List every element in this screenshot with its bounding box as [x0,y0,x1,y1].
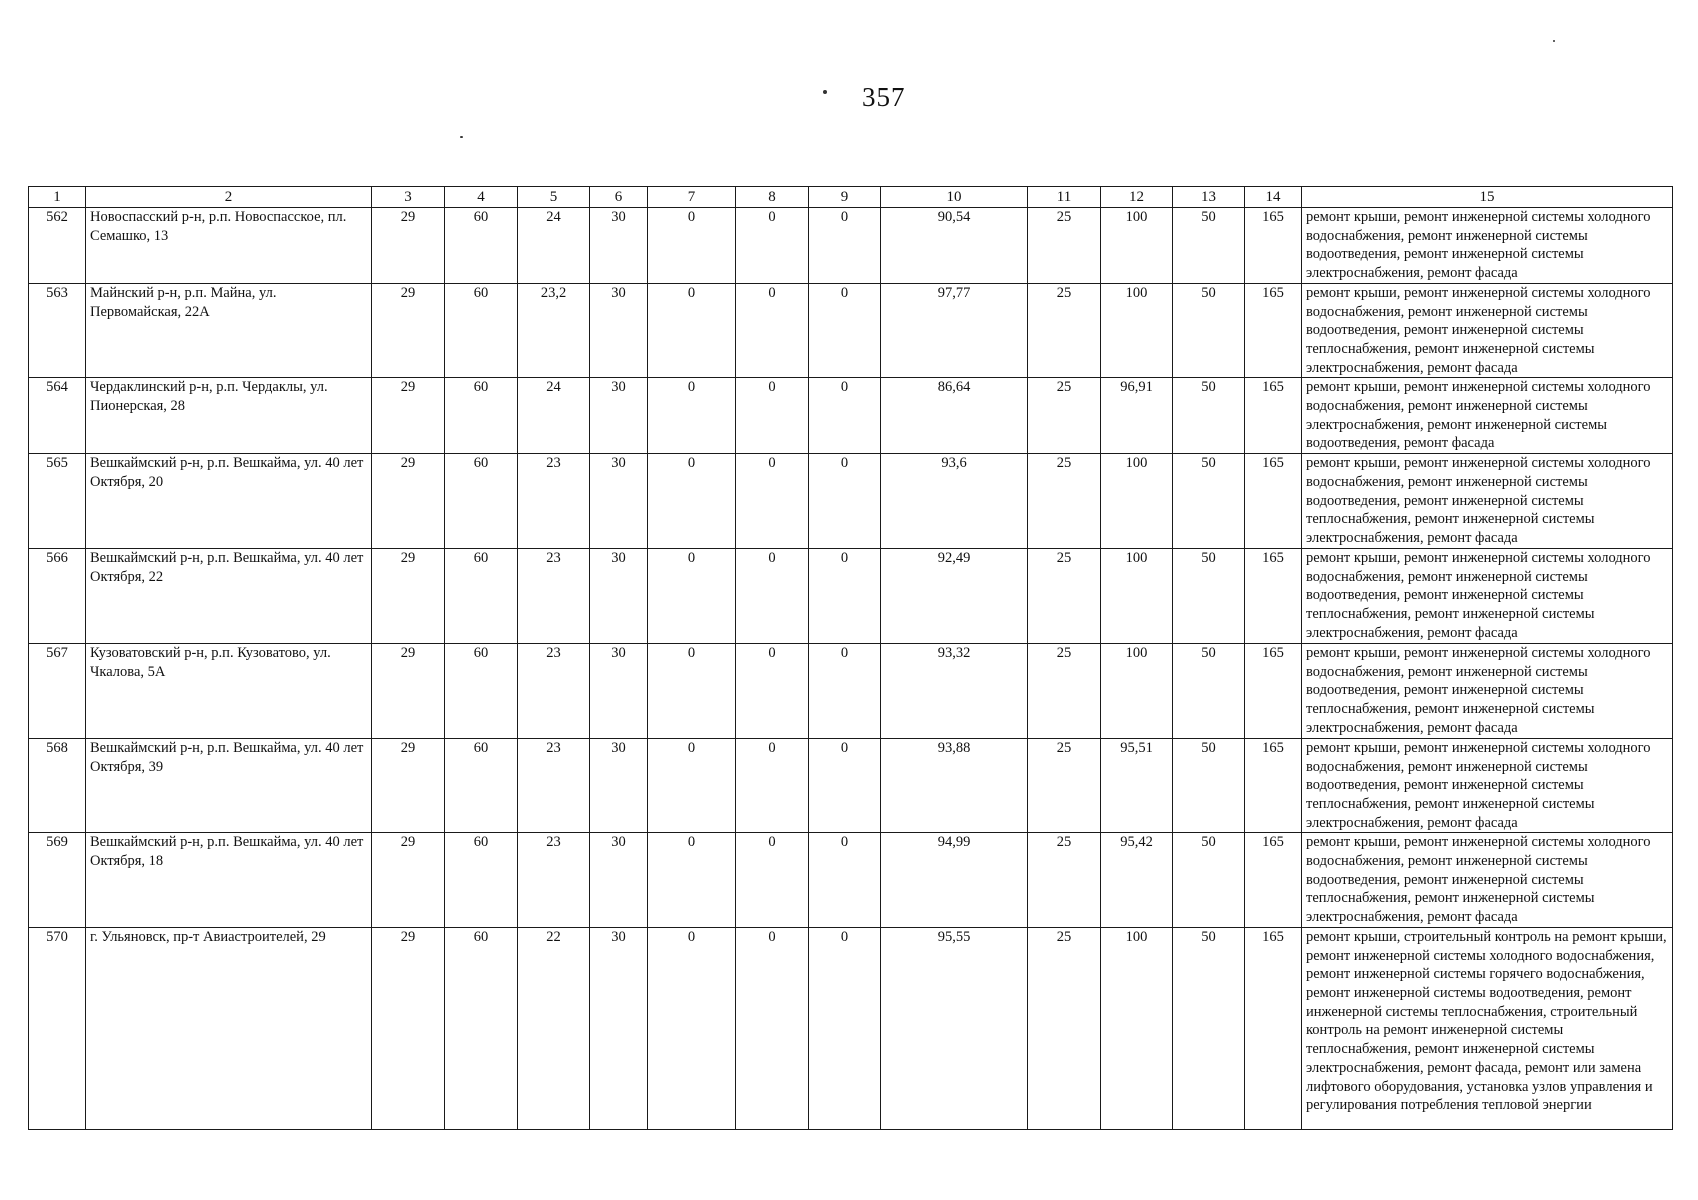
col9-cell: 0 [809,643,881,738]
col4-cell: 60 [445,738,518,833]
table-row [29,833,1673,928]
table-row [29,643,1673,738]
col8-cell: 0 [736,378,809,454]
col6-cell: 30 [590,643,648,738]
col7-cell: 0 [648,208,736,284]
address-cell: Кузоватовский р-н, р.п. Кузоватово, ул. Чкалова, 5А [86,643,372,738]
col9-cell: 0 [809,378,881,454]
col7-cell: 0 [648,738,736,833]
table-body [29,187,1673,1130]
works-cell: ремонт крыши, ремонт инженерной системы холодного водоснабжения, ремонт инженерной системы водоотведения, ремонт инженерной системы теплоснабжения, ремонт инженерной системы электроснабжения, ремонт фасада [1302,643,1673,738]
col5-cell: 23 [518,833,590,928]
col3-cell: 29 [372,283,445,378]
scan-speck [823,90,827,94]
col3-cell: 29 [372,378,445,454]
col13-cell: 50 [1173,283,1245,378]
table-row [29,454,1673,549]
col10-cell: 95,55 [881,927,1028,1129]
col5-cell: 23 [518,643,590,738]
col8-cell: 0 [736,927,809,1129]
page-number: 357 [862,82,906,112]
col5-cell: 23,2 [518,283,590,378]
col10-cell: 93,88 [881,738,1028,833]
col11-cell: 25 [1028,548,1101,643]
col11-cell: 25 [1028,454,1101,549]
header-row [29,187,1673,208]
works-cell: ремонт крыши, ремонт инженерной системы холодного водоснабжения, ремонт инженерной системы водоотведения, ремонт инженерной системы теплоснабжения, ремонт инженерной системы электроснабжения, ремонт фасада [1302,454,1673,549]
col11-cell: 25 [1028,378,1101,454]
col5-cell: 22 [518,927,590,1129]
row-number-cell: 566 [29,548,86,643]
col4-cell: 60 [445,927,518,1129]
col6-cell: 30 [590,833,648,928]
col4-cell: 60 [445,378,518,454]
col5-cell: 23 [518,454,590,549]
register-table [28,186,1673,1130]
col9-cell: 0 [809,548,881,643]
row-number-cell: 567 [29,643,86,738]
col13-cell: 50 [1173,927,1245,1129]
col12-cell: 100 [1101,208,1173,284]
col4-cell: 60 [445,454,518,549]
col12-cell: 96,91 [1101,378,1173,454]
address-cell: Новоспасский р-н, р.п. Новоспасское, пл. Семашко, 13 [86,208,372,284]
col13-cell: 50 [1173,643,1245,738]
col10-cell: 94,99 [881,833,1028,928]
col12-cell: 95,51 [1101,738,1173,833]
col14-cell: 165 [1245,454,1302,549]
col3-cell: 29 [372,833,445,928]
column-header: 4 [445,187,518,208]
col9-cell: 0 [809,208,881,284]
col13-cell: 50 [1173,548,1245,643]
col8-cell: 0 [736,208,809,284]
col9-cell: 0 [809,927,881,1129]
works-cell: ремонт крыши, строительный контроль на ремонт крыши, ремонт инженерной системы холодного водоснабжения, ремонт инженерной системы горячего водоснабжения, ремонт инженерной системы водоотведения, ремонт инженерной системы теплоснабжения, строительный контроль на ремонт инженерной системы теплоснабжения, ремонт инженерной системы электроснабжения, ремонт фасада, ремонт или замена лифтового оборудования, установка узлов управления и регулирования потребления тепловой энергии [1302,927,1673,1129]
col14-cell: 165 [1245,283,1302,378]
col8-cell: 0 [736,454,809,549]
column-header: 15 [1302,187,1673,208]
address-cell: Вешкаймский р-н, р.п. Вешкайма, ул. 40 лет Октября, 22 [86,548,372,643]
col7-cell: 0 [648,378,736,454]
col12-cell: 100 [1101,927,1173,1129]
column-header: 8 [736,187,809,208]
col7-cell: 0 [648,643,736,738]
col10-cell: 93,32 [881,643,1028,738]
col10-cell: 92,49 [881,548,1028,643]
column-header: 7 [648,187,736,208]
col14-cell: 165 [1245,548,1302,643]
col11-cell: 25 [1028,283,1101,378]
col5-cell: 23 [518,738,590,833]
col8-cell: 0 [736,643,809,738]
col13-cell: 50 [1173,208,1245,284]
column-header: 5 [518,187,590,208]
works-cell: ремонт крыши, ремонт инженерной системы холодного водоснабжения, ремонт инженерной системы водоотведения, ремонт инженерной системы теплоснабжения, ремонт инженерной системы электроснабжения, ремонт фасада [1302,283,1673,378]
table-row [29,208,1673,284]
address-cell: г. Ульяновск, пр-т Авиастроителей, 29 [86,927,372,1129]
col12-cell: 100 [1101,548,1173,643]
col4-cell: 60 [445,208,518,284]
col7-cell: 0 [648,927,736,1129]
column-header: 12 [1101,187,1173,208]
col13-cell: 50 [1173,833,1245,928]
col8-cell: 0 [736,833,809,928]
works-cell: ремонт крыши, ремонт инженерной системы холодного водоснабжения, ремонт инженерной системы водоотведения, ремонт инженерной системы электроснабжения, ремонт фасада [1302,208,1673,284]
row-number-cell: 562 [29,208,86,284]
col5-cell: 24 [518,378,590,454]
works-cell: ремонт крыши, ремонт инженерной системы холодного водоснабжения, ремонт инженерной системы водоотведения, ремонт инженерной системы теплоснабжения, ремонт инженерной системы электроснабжения, ремонт фасада [1302,738,1673,833]
col11-cell: 25 [1028,738,1101,833]
column-header: 1 [29,187,86,208]
scan-speck [460,136,463,138]
col3-cell: 29 [372,548,445,643]
address-cell: Вешкаймский р-н, р.п. Вешкайма, ул. 40 лет Октября, 20 [86,454,372,549]
col14-cell: 165 [1245,378,1302,454]
column-header: 11 [1028,187,1101,208]
col9-cell: 0 [809,454,881,549]
col14-cell: 165 [1245,643,1302,738]
col14-cell: 165 [1245,927,1302,1129]
col4-cell: 60 [445,548,518,643]
col6-cell: 30 [590,454,648,549]
row-number-cell: 564 [29,378,86,454]
col10-cell: 93,6 [881,454,1028,549]
col9-cell: 0 [809,283,881,378]
col6-cell: 30 [590,208,648,284]
col11-cell: 25 [1028,833,1101,928]
col13-cell: 50 [1173,378,1245,454]
table-row [29,927,1673,1129]
col8-cell: 0 [736,548,809,643]
col7-cell: 0 [648,454,736,549]
works-cell: ремонт крыши, ремонт инженерной системы холодного водоснабжения, ремонт инженерной системы электроснабжения, ремонт инженерной системы водоотведения, ремонт фасада [1302,378,1673,454]
col7-cell: 0 [648,833,736,928]
col3-cell: 29 [372,927,445,1129]
col13-cell: 50 [1173,454,1245,549]
col6-cell: 30 [590,738,648,833]
address-cell: Майнский р-н, р.п. Майна, ул. Первомайская, 22А [86,283,372,378]
col10-cell: 90,54 [881,208,1028,284]
row-number-cell: 570 [29,927,86,1129]
column-header: 6 [590,187,648,208]
row-number-cell: 568 [29,738,86,833]
col6-cell: 30 [590,927,648,1129]
column-header: 14 [1245,187,1302,208]
col11-cell: 25 [1028,208,1101,284]
table-row [29,738,1673,833]
column-header: 2 [86,187,372,208]
col8-cell: 0 [736,738,809,833]
col4-cell: 60 [445,833,518,928]
col12-cell: 95,42 [1101,833,1173,928]
col12-cell: 100 [1101,454,1173,549]
col7-cell: 0 [648,548,736,643]
works-cell: ремонт крыши, ремонт инженерной системы холодного водоснабжения, ремонт инженерной системы водоотведения, ремонт инженерной системы теплоснабжения, ремонт инженерной системы электроснабжения, ремонт фасада [1302,833,1673,928]
col14-cell: 165 [1245,208,1302,284]
col6-cell: 30 [590,283,648,378]
col8-cell: 0 [736,283,809,378]
table-row [29,378,1673,454]
column-header: 13 [1173,187,1245,208]
col12-cell: 100 [1101,283,1173,378]
col4-cell: 60 [445,283,518,378]
col5-cell: 23 [518,548,590,643]
col11-cell: 25 [1028,643,1101,738]
works-cell: ремонт крыши, ремонт инженерной системы холодного водоснабжения, ремонт инженерной системы водоотведения, ремонт инженерной системы теплоснабжения, ремонт инженерной системы электроснабжения, ремонт фасада [1302,548,1673,643]
col13-cell: 50 [1173,738,1245,833]
col12-cell: 100 [1101,643,1173,738]
col6-cell: 30 [590,548,648,643]
row-number-cell: 569 [29,833,86,928]
col10-cell: 97,77 [881,283,1028,378]
address-cell: Вешкаймский р-н, р.п. Вешкайма, ул. 40 лет Октября, 39 [86,738,372,833]
col9-cell: 0 [809,738,881,833]
col7-cell: 0 [648,283,736,378]
col11-cell: 25 [1028,927,1101,1129]
col10-cell: 86,64 [881,378,1028,454]
col3-cell: 29 [372,738,445,833]
address-cell: Чердаклинский р-н, р.п. Чердаклы, ул. Пионерская, 28 [86,378,372,454]
col3-cell: 29 [372,208,445,284]
col6-cell: 30 [590,378,648,454]
row-number-cell: 565 [29,454,86,549]
table-row [29,548,1673,643]
address-cell: Вешкаймский р-н, р.п. Вешкайма, ул. 40 лет Октября, 18 [86,833,372,928]
table-row [29,283,1673,378]
column-header: 3 [372,187,445,208]
scan-speck [1553,40,1555,42]
col4-cell: 60 [445,643,518,738]
col5-cell: 24 [518,208,590,284]
col14-cell: 165 [1245,738,1302,833]
column-header: 9 [809,187,881,208]
col9-cell: 0 [809,833,881,928]
col14-cell: 165 [1245,833,1302,928]
column-header: 10 [881,187,1028,208]
col3-cell: 29 [372,643,445,738]
col3-cell: 29 [372,454,445,549]
row-number-cell: 563 [29,283,86,378]
